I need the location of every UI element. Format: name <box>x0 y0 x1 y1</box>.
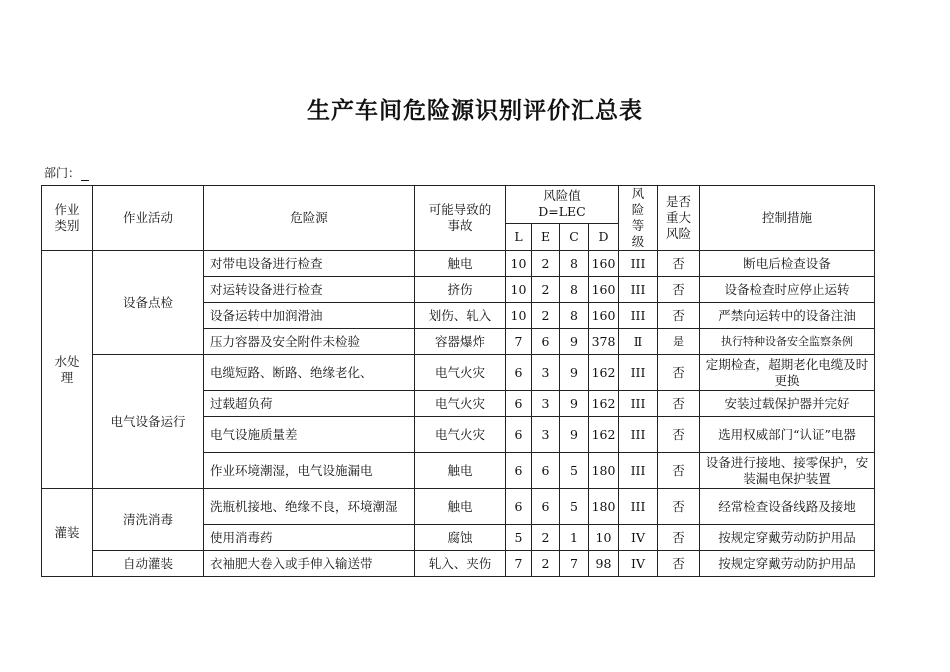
hazard-cell: 电缆短路、断路、绝缘老化、 <box>204 355 415 391</box>
E-cell: 2 <box>532 277 560 303</box>
hazard-cell: 过载超负荷 <box>204 391 415 417</box>
D-cell: 162 <box>589 391 619 417</box>
level-cell: III <box>619 489 658 525</box>
control-cell: 设备检查时应停止运转 <box>700 277 875 303</box>
header-risk-value: 风险值D=LEC <box>506 186 619 224</box>
L-cell: 10 <box>506 277 532 303</box>
control-cell: 严禁向运转中的设备注油 <box>700 303 875 329</box>
hazard-cell: 洗瓶机接地、绝缘不良，环境潮湿 <box>204 489 415 525</box>
accident-cell: 触电 <box>415 489 506 525</box>
level-cell: III <box>619 277 658 303</box>
hazard-cell: 对带电设备进行检查 <box>204 251 415 277</box>
D-cell: 160 <box>589 251 619 277</box>
activity-cell: 自动灌装 <box>93 551 204 577</box>
major-cell: 否 <box>658 277 700 303</box>
major-cell: 否 <box>658 303 700 329</box>
accident-cell: 电气火灾 <box>415 391 506 417</box>
activity-cell: 清洗消毒 <box>93 489 204 551</box>
L-cell: 7 <box>506 551 532 577</box>
header-level: 风险等级 <box>619 186 658 251</box>
control-cell: 执行特种设备安全监察条例 <box>700 329 875 355</box>
L-cell: 5 <box>506 525 532 551</box>
hazard-cell: 衣袖肥大卷入或手伸入输送带 <box>204 551 415 577</box>
hazard-cell: 作业环境潮湿，电气设施漏电 <box>204 453 415 489</box>
level-cell: IV <box>619 551 658 577</box>
C-cell: 8 <box>560 251 589 277</box>
D-cell: 98 <box>589 551 619 577</box>
table-row <box>42 551 875 577</box>
C-cell: 9 <box>560 355 589 391</box>
level-cell: III <box>619 453 658 489</box>
major-cell: 否 <box>658 489 700 525</box>
major-cell: 否 <box>658 417 700 453</box>
E-cell: 3 <box>532 391 560 417</box>
D-cell: 160 <box>589 277 619 303</box>
level-cell: III <box>619 391 658 417</box>
control-cell: 按规定穿戴劳动防护用品 <box>700 525 875 551</box>
header-hazard: 危险源 <box>204 186 415 251</box>
department-blank <box>81 168 89 181</box>
document-title: 生产车间危险源识别评价汇总表 <box>307 97 643 124</box>
C-cell: 8 <box>560 303 589 329</box>
major-cell: 否 <box>658 391 700 417</box>
E-cell: 3 <box>532 355 560 391</box>
header-C: C <box>560 223 589 250</box>
hazard-cell: 电气设施质量差 <box>204 417 415 453</box>
level-cell: III <box>619 303 658 329</box>
C-cell: 9 <box>560 329 589 355</box>
C-cell: 5 <box>560 489 589 525</box>
hazard-summary-table <box>41 185 875 577</box>
major-cell: 否 <box>658 525 700 551</box>
level-cell: Ⅱ <box>619 329 658 355</box>
header-E: E <box>532 223 560 250</box>
control-cell: 按规定穿戴劳动防护用品 <box>700 551 875 577</box>
hazard-cell: 压力容器及安全附件未检验 <box>204 329 415 355</box>
control-cell: 断电后检查设备 <box>700 251 875 277</box>
L-cell: 10 <box>506 303 532 329</box>
control-cell: 安装过载保护器并完好 <box>700 391 875 417</box>
major-cell: 是 <box>658 329 700 355</box>
activity-cell: 设备点检 <box>93 251 204 355</box>
accident-cell: 划伤、轧入 <box>415 303 506 329</box>
E-cell: 6 <box>532 489 560 525</box>
header-category: 作业类别 <box>42 186 93 251</box>
table-row <box>42 489 875 525</box>
table-row <box>42 355 875 391</box>
control-cell: 经常检查设备线路及接地 <box>700 489 875 525</box>
E-cell: 2 <box>532 525 560 551</box>
level-cell: IV <box>619 525 658 551</box>
L-cell: 6 <box>506 417 532 453</box>
D-cell: 162 <box>589 417 619 453</box>
hazard-cell: 设备运转中加润滑油 <box>204 303 415 329</box>
C-cell: 8 <box>560 277 589 303</box>
L-cell: 7 <box>506 329 532 355</box>
accident-cell: 触电 <box>415 251 506 277</box>
control-cell: 定期检查，超期老化电缆及时更换 <box>700 355 875 391</box>
L-cell: 6 <box>506 453 532 489</box>
major-cell: 否 <box>658 551 700 577</box>
level-cell: III <box>619 355 658 391</box>
level-cell: III <box>619 251 658 277</box>
C-cell: 9 <box>560 391 589 417</box>
major-cell: 否 <box>658 453 700 489</box>
accident-cell: 触电 <box>415 453 506 489</box>
L-cell: 6 <box>506 489 532 525</box>
D-cell: 160 <box>589 303 619 329</box>
accident-cell: 容器爆炸 <box>415 329 506 355</box>
major-cell: 否 <box>658 355 700 391</box>
header-accident: 可能导致的事故 <box>415 186 506 251</box>
accident-cell: 腐蚀 <box>415 525 506 551</box>
C-cell: 5 <box>560 453 589 489</box>
hazard-cell: 使用消毒药 <box>204 525 415 551</box>
D-cell: 180 <box>589 453 619 489</box>
table-row <box>42 251 875 277</box>
E-cell: 6 <box>532 329 560 355</box>
L-cell: 6 <box>506 355 532 391</box>
accident-cell: 电气火灾 <box>415 355 506 391</box>
accident-cell: 电气火灾 <box>415 417 506 453</box>
hazard-cell: 对运转设备进行检查 <box>204 277 415 303</box>
D-cell: 378 <box>589 329 619 355</box>
C-cell: 1 <box>560 525 589 551</box>
department-label: 部门： <box>44 166 81 180</box>
D-cell: 10 <box>589 525 619 551</box>
activity-cell: 电气设备运行 <box>93 355 204 489</box>
control-cell: 选用权威部门“认证”电器 <box>700 417 875 453</box>
D-cell: 162 <box>589 355 619 391</box>
D-cell: 180 <box>589 489 619 525</box>
L-cell: 10 <box>506 251 532 277</box>
accident-cell: 轧入、夹伤 <box>415 551 506 577</box>
E-cell: 2 <box>532 251 560 277</box>
category-cell: 灌装 <box>42 489 93 577</box>
major-cell: 否 <box>658 251 700 277</box>
header-D: D <box>589 223 619 250</box>
header-control: 控制措施 <box>700 186 875 251</box>
E-cell: 2 <box>532 551 560 577</box>
control-cell: 设备进行接地、接零保护，安装漏电保护装置 <box>700 453 875 489</box>
level-cell: III <box>619 417 658 453</box>
C-cell: 9 <box>560 417 589 453</box>
E-cell: 2 <box>532 303 560 329</box>
accident-cell: 挤伤 <box>415 277 506 303</box>
header-L: L <box>506 223 532 250</box>
header-major: 是否重大风险 <box>658 186 700 251</box>
department-field <box>44 164 89 181</box>
E-cell: 3 <box>532 417 560 453</box>
C-cell: 7 <box>560 551 589 577</box>
header-activity: 作业活动 <box>93 186 204 251</box>
L-cell: 6 <box>506 391 532 417</box>
category-cell: 水处理 <box>42 251 93 489</box>
E-cell: 6 <box>532 453 560 489</box>
